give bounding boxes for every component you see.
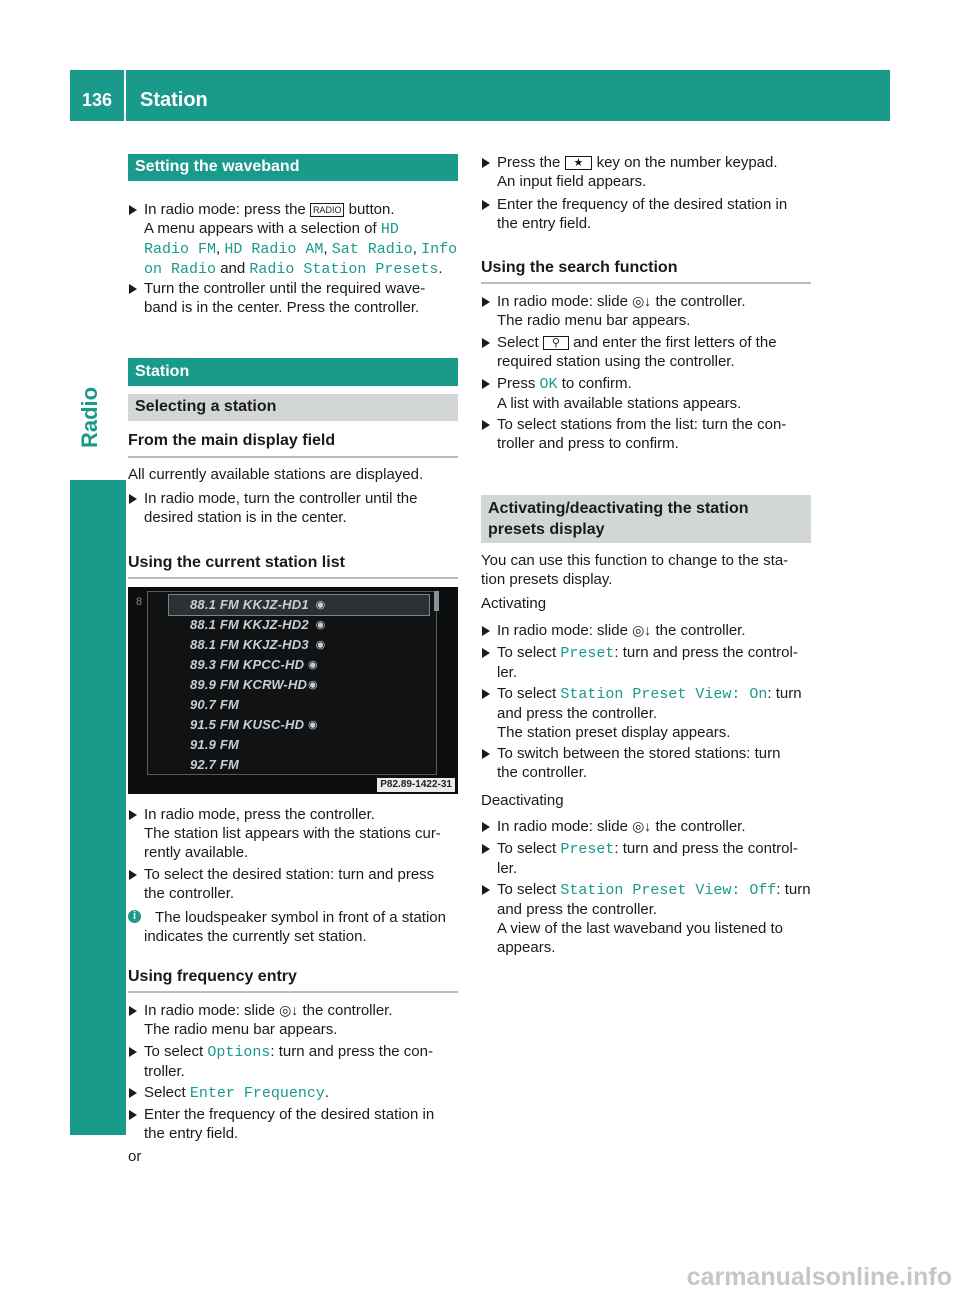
step-text: The station list appears with the stations cur-	[144, 825, 441, 842]
menu-option-station-preset-view-off: Station Preset View: Off	[560, 882, 777, 899]
step-text: In radio mode: press the	[144, 201, 310, 218]
step-text: the entry field.	[144, 1125, 239, 1142]
right-step-2	[481, 195, 811, 233]
step-text: To select	[144, 1043, 208, 1060]
waveband-step-1: In radio mode: press the RADIO button. A menu appears with a selection of HD Radio FM, HD Radio AM, Sat Radio, Info on Radio and Radio Station Presets.	[128, 200, 458, 279]
menu-option-sat-radio: Sat Radio	[331, 241, 413, 258]
station-list-screen	[128, 587, 458, 794]
step-arrow-icon	[482, 885, 490, 895]
radio-button-icon: RADIO	[310, 203, 345, 217]
side-tab-bar	[70, 480, 126, 1135]
search-step-3	[481, 374, 811, 413]
step-text: In radio mode, press the controller.	[144, 806, 375, 823]
screen-station-item: 92.7 FM	[190, 757, 240, 772]
activate-step-4	[481, 744, 811, 782]
deactivate-step-3	[481, 880, 811, 957]
step-text: A menu appears with a selection of	[144, 220, 381, 237]
menu-option-hd-radio-fm: Radio FM	[144, 241, 217, 258]
deactivating-label: Deactivating	[481, 792, 564, 809]
step-arrow-icon	[482, 420, 490, 430]
waveband-step-2	[128, 279, 458, 317]
main-display-step	[128, 489, 458, 527]
step-arrow-icon	[129, 1047, 137, 1057]
activate-step-1	[481, 621, 811, 640]
controller-slide-down-icon: ◎↓	[632, 622, 652, 638]
menu-option-station-preset-view-on: Station Preset View: On	[560, 686, 768, 703]
page-number: 136	[70, 70, 126, 121]
current-list-step-1	[128, 805, 458, 862]
info-icon: i	[128, 910, 141, 923]
step-text: In radio mode, turn the controller until the	[144, 490, 418, 507]
deactivate-step-1	[481, 817, 811, 836]
menu-option-ok: OK	[539, 376, 558, 393]
step-text: troller and press to confirm.	[497, 435, 679, 452]
deactivate-step-2	[481, 839, 811, 878]
selecting-station-heading: Selecting a station	[128, 394, 458, 421]
search-icon: ⚲	[543, 336, 569, 350]
activate-step-2	[481, 643, 811, 682]
step-text: In radio mode: slide	[144, 1002, 280, 1019]
step-arrow-icon	[129, 205, 137, 215]
speaker-icon: ◉	[308, 679, 318, 691]
info-text: indicates the currently set station.	[144, 928, 367, 945]
step-text: rently available.	[144, 844, 249, 861]
screen-station-list	[147, 591, 437, 775]
step-arrow-icon	[129, 1088, 137, 1098]
screen-station-item: 88.1 FM KKJZ-HD3	[190, 637, 309, 652]
or-text: or	[128, 1148, 142, 1165]
screen-marker: 8	[136, 596, 143, 608]
freq-step-4	[128, 1105, 458, 1143]
step-text: appears.	[497, 939, 556, 956]
controller-slide-down-icon: ◎↓	[632, 818, 652, 834]
heading-line: Activating/deactivating the station	[488, 500, 749, 517]
screen-station-item: 89.3 FM KPCC-HD	[190, 657, 305, 672]
step-text: In radio mode: slide	[497, 293, 633, 310]
step-text: the entry field.	[497, 215, 592, 232]
step-arrow-icon	[482, 379, 490, 389]
activate-step-3	[481, 684, 811, 742]
step-arrow-icon	[129, 284, 137, 294]
menu-option-info: Info	[421, 241, 458, 258]
step-text: : turn and press the control-	[614, 644, 798, 661]
para-line: tion presets display.	[481, 571, 613, 588]
step-text: band is in the center. Press the controller.	[144, 299, 420, 316]
step-arrow-icon	[482, 689, 490, 699]
step-arrow-icon	[482, 648, 490, 658]
step-text: : turn and press the con-	[270, 1043, 433, 1060]
step-text: In radio mode: slide	[497, 818, 633, 835]
step-arrow-icon	[482, 626, 490, 636]
step-text: To select	[497, 881, 561, 898]
step-text: The station preset display appears.	[497, 724, 731, 741]
screen-station-item: 89.9 FM KCRW-HD	[190, 677, 308, 692]
screen-station-item: 90.7 FM	[190, 697, 240, 712]
main-display-text: All currently available stations are displayed.	[128, 466, 424, 483]
menu-option-on-radio: on Radio	[144, 261, 217, 278]
step-arrow-icon	[482, 200, 490, 210]
menu-option-station-presets: Radio Station Presets	[249, 261, 439, 278]
step-text: troller.	[144, 1063, 185, 1080]
speaker-icon: ◉	[315, 599, 326, 611]
step-arrow-icon	[482, 844, 490, 854]
step-text: Press the	[497, 154, 565, 171]
step-text: to confirm.	[557, 375, 632, 392]
screen-scrollbar	[434, 591, 439, 611]
step-text: ler.	[497, 860, 518, 877]
menu-option-preset: Preset	[560, 645, 615, 662]
side-tab-label: Radio	[77, 386, 102, 448]
current-list-heading: Using the current station list	[128, 553, 458, 579]
menu-option-options: Options	[207, 1044, 271, 1061]
step-text: : turn	[776, 881, 811, 898]
presets-display-text	[481, 551, 811, 589]
info-note	[128, 908, 458, 946]
step-arrow-icon	[129, 810, 137, 820]
step-text: required station using the controller.	[497, 353, 735, 370]
activating-label: Activating	[481, 595, 547, 612]
step-text: : turn and press the control-	[614, 840, 798, 857]
step-text: : turn	[767, 685, 802, 702]
frequency-entry-heading: Using frequency entry	[128, 967, 458, 993]
menu-option-enter-frequency: Enter Frequency	[189, 1085, 325, 1102]
step-text: Enter the frequency of the desired station in	[144, 1106, 435, 1123]
footer-watermark: carmanualsonline.info	[686, 1263, 952, 1291]
step-text: Select	[144, 1084, 190, 1101]
speaker-icon: ◉	[308, 719, 318, 731]
step-text: A view of the last waveband you listened to	[497, 920, 784, 937]
para-line: You can use this function to change to the sta-	[481, 552, 789, 569]
image-code: P82.89-1422-31	[377, 778, 455, 792]
step-text: ler.	[497, 664, 518, 681]
step-text: To select stations from the list: turn the con-	[497, 416, 787, 433]
screen-station-item: 91.5 FM KUSC-HD	[190, 717, 305, 732]
step-text: key on the number keypad.	[592, 154, 778, 171]
step-text: desired station is in the center.	[144, 509, 347, 526]
step-arrow-icon	[482, 749, 490, 759]
step-text: To select	[497, 840, 561, 857]
step-text: the controller.	[298, 1002, 393, 1019]
step-arrow-icon	[129, 494, 137, 504]
step-arrow-icon	[129, 870, 137, 880]
freq-step-2	[128, 1042, 458, 1081]
step-text: the controller.	[497, 764, 588, 781]
current-list-step-2	[128, 865, 458, 903]
menu-option-preset: Preset	[560, 841, 615, 858]
speaker-icon: ◉	[315, 619, 326, 631]
main-display-heading: From the main display field	[128, 431, 458, 458]
step-text: the controller.	[144, 885, 235, 902]
heading-line: presets display	[488, 521, 605, 538]
screen-station-item: 88.1 FM KKJZ-HD2	[190, 617, 309, 632]
step-text: and	[220, 260, 246, 277]
step-text: Select	[497, 334, 543, 351]
step-arrow-icon	[482, 822, 490, 832]
info-text: The loudspeaker symbol in front of a station	[155, 909, 446, 926]
menu-option-hd: HD	[380, 221, 399, 238]
search-function-heading: Using the search function	[481, 258, 811, 284]
step-text: The radio menu bar appears.	[144, 1021, 338, 1038]
step-text: the controller.	[651, 818, 746, 835]
step-text: The radio menu bar appears.	[497, 312, 691, 329]
step-text: To select	[497, 644, 561, 661]
step-text: A list with available stations appears.	[497, 395, 742, 412]
search-step-4	[481, 415, 811, 453]
step-text: To select the desired station: turn and press	[144, 866, 435, 883]
step-text: the controller.	[651, 293, 746, 310]
speaker-icon: ◉	[315, 639, 326, 651]
right-step-1	[481, 153, 811, 191]
search-step-2	[481, 333, 811, 371]
step-text: button.	[344, 201, 395, 218]
menu-option-hd-radio-am: HD Radio AM	[224, 241, 324, 258]
star-key-icon: ★	[565, 156, 593, 170]
step-arrow-icon	[129, 1006, 137, 1016]
presets-display-heading	[481, 495, 811, 543]
freq-step-1	[128, 1001, 458, 1039]
step-text: and press the controller.	[497, 901, 658, 918]
step-text: An input field appears.	[497, 173, 647, 190]
screen-station-item: 91.9 FM	[190, 737, 240, 752]
step-arrow-icon	[482, 158, 490, 168]
controller-slide-down-icon: ◎↓	[632, 293, 652, 309]
step-text: To select	[497, 685, 561, 702]
speaker-icon: ◉	[308, 659, 318, 671]
freq-step-3: Select Enter Frequency.	[128, 1083, 458, 1103]
step-text: Press	[497, 375, 540, 392]
waveband-heading: Setting the waveband	[128, 154, 458, 181]
step-text: the controller.	[651, 622, 746, 639]
step-text: To switch between the stored stations: turn	[497, 745, 781, 762]
step-text: and press the controller.	[497, 705, 658, 722]
step-text: Enter the frequency of the desired station in	[497, 196, 788, 213]
step-arrow-icon	[482, 338, 490, 348]
step-arrow-icon	[482, 297, 490, 307]
step-text: Turn the controller until the required wave-	[144, 280, 426, 297]
page-title: Station	[140, 89, 208, 111]
step-arrow-icon	[129, 1110, 137, 1120]
controller-slide-down-icon: ◎↓	[279, 1002, 299, 1018]
station-heading: Station	[128, 358, 458, 386]
step-text: and enter the first letters of the	[568, 334, 777, 351]
search-step-1	[481, 292, 811, 330]
step-text: In radio mode: slide	[497, 622, 633, 639]
screen-station-item: 88.1 FM KKJZ-HD1	[190, 597, 309, 612]
